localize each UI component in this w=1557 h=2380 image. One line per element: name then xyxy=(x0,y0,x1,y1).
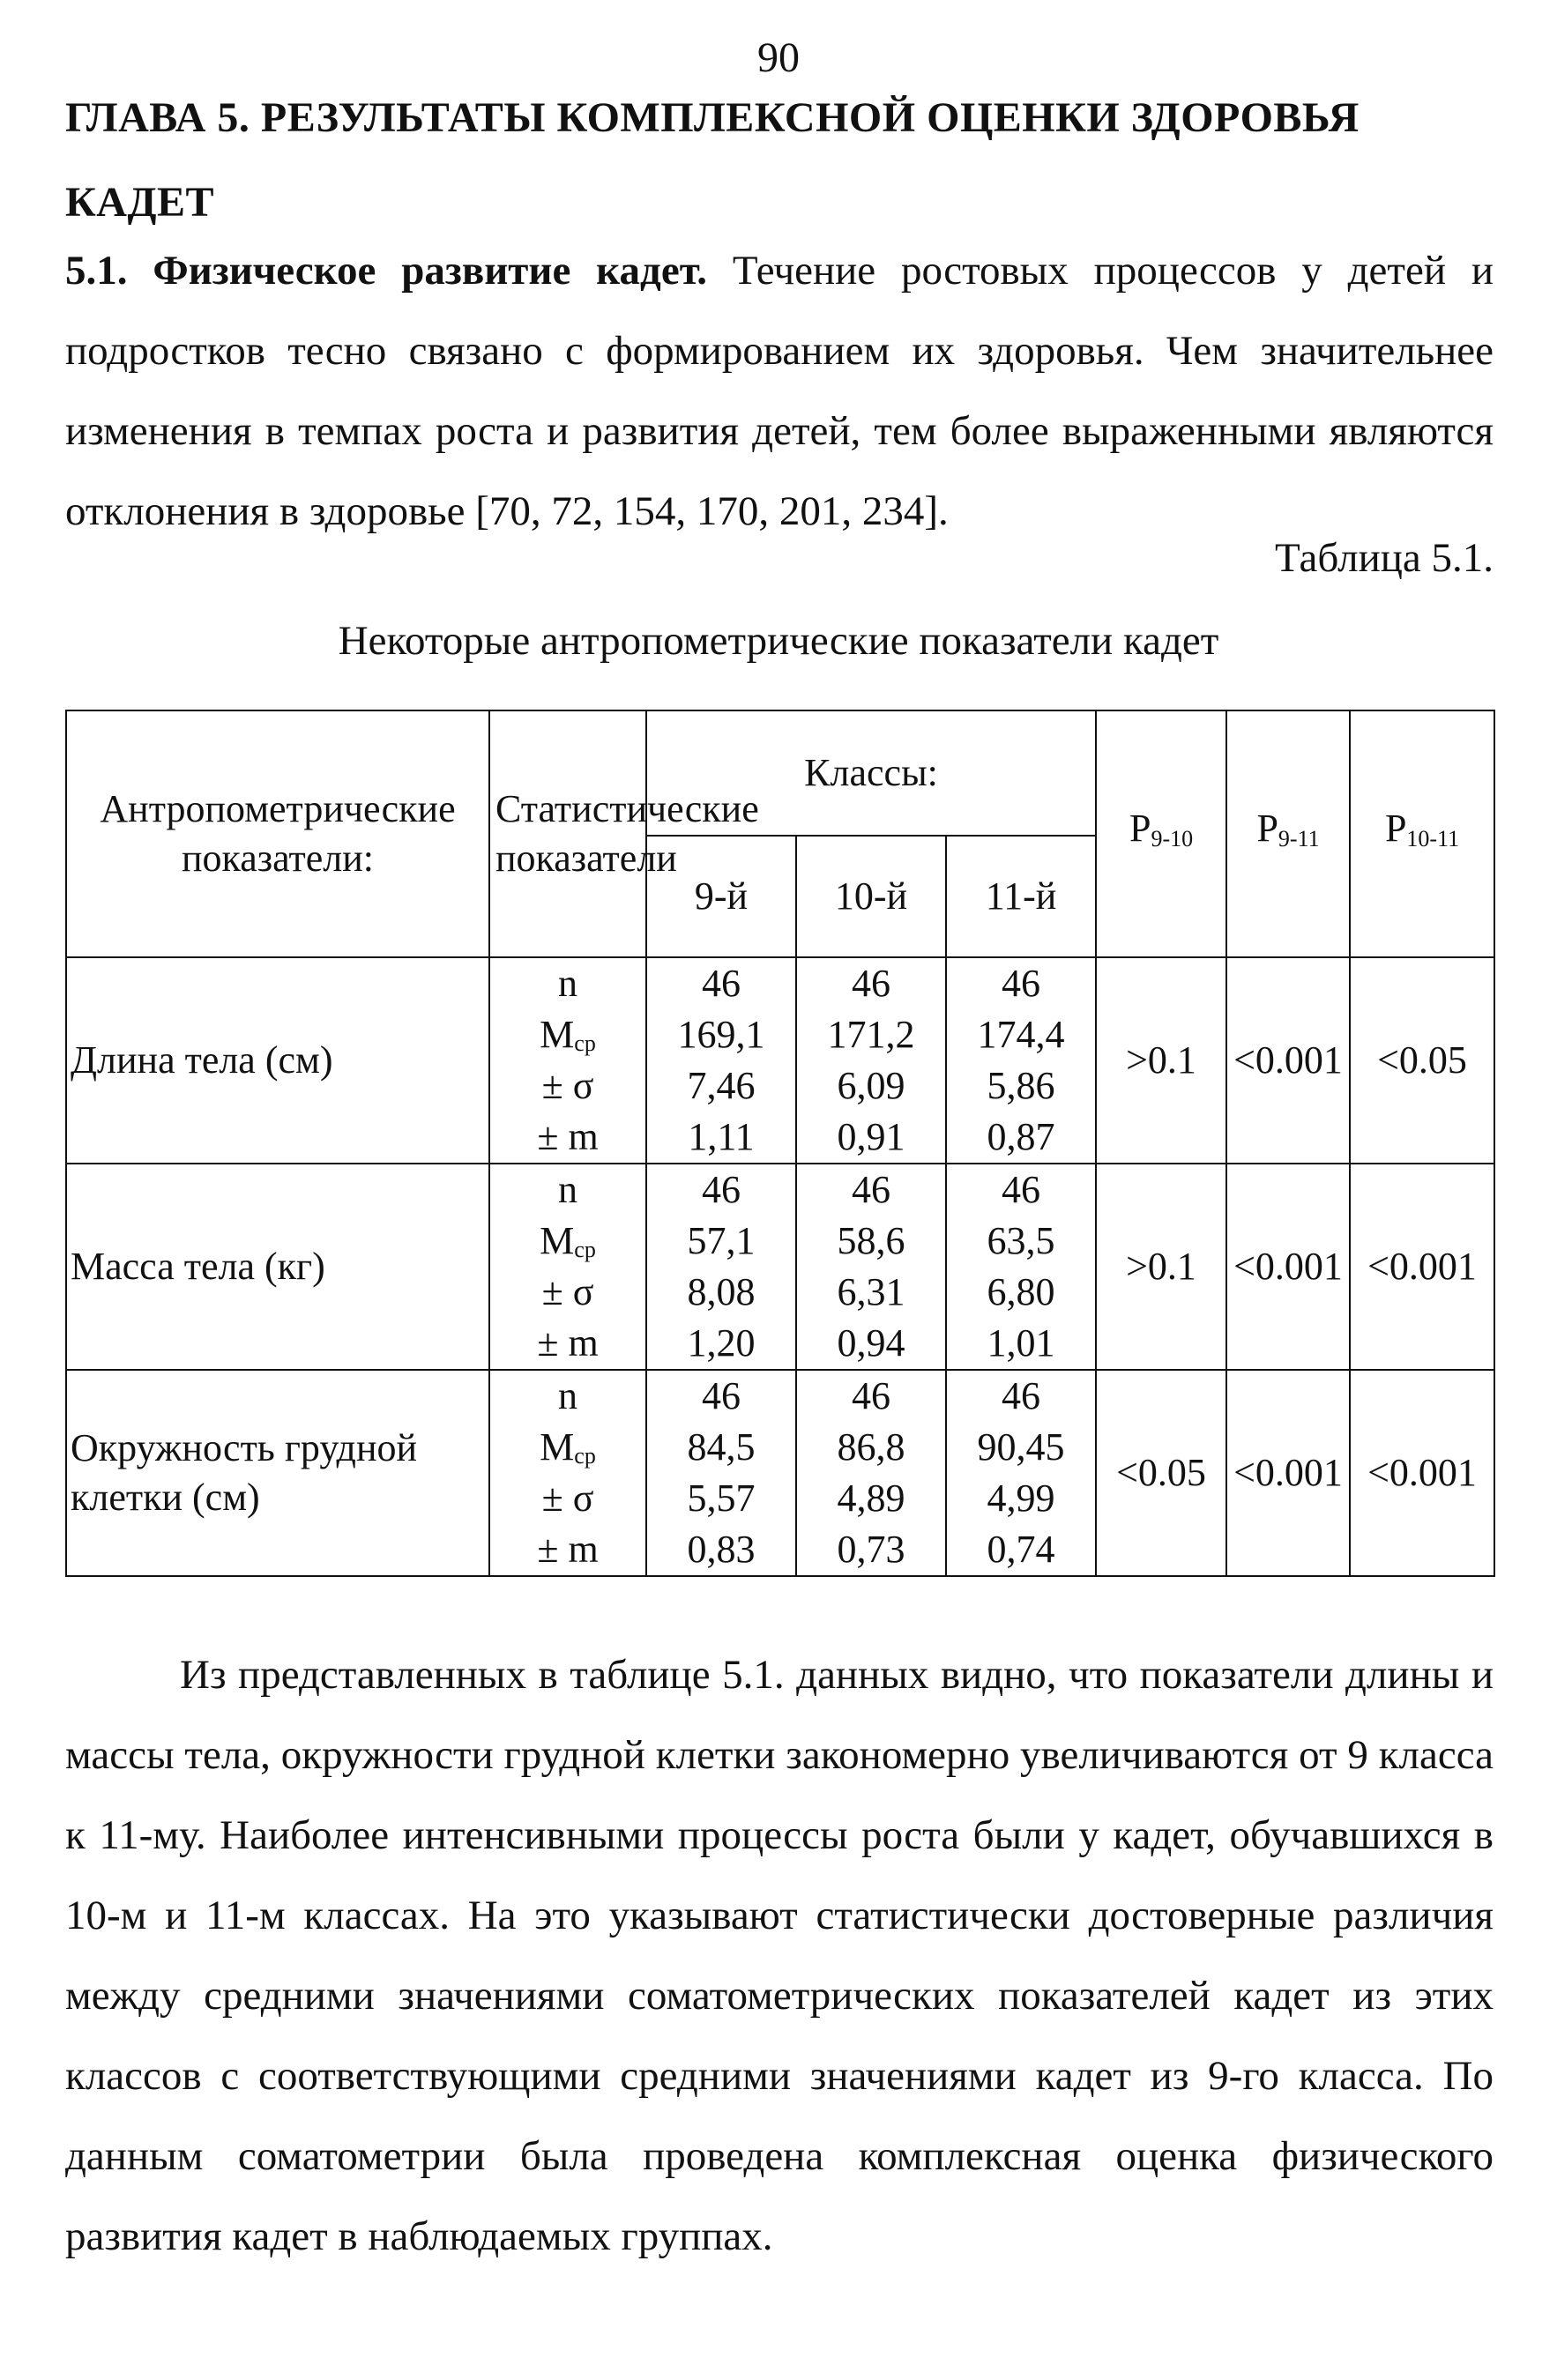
intro-text: Течение ростовых процессов у детей и подростков тесно связано с формированием их здоровья. Чем значительнее изменения в темпах роста и развития детей, тем более выраженными являются отклонения в здоровье [70, 72, 154, 170, 201, 234]. xyxy=(65,248,1494,534)
header-p-9-11: $P_{9-11}$ xyxy=(1226,710,1350,957)
table-caption: Некоторые антропометрические показатели кадет xyxy=(338,618,1219,664)
table-row xyxy=(66,1370,1494,1576)
row-indicator: Длина тела (см) xyxy=(66,957,489,1164)
header-p-10-11: $P_{10-11}$ xyxy=(1350,710,1494,957)
row-class-10-values: 46 58,6 6,31 0,94 xyxy=(796,1164,946,1370)
row-p-9-10: >0.1 xyxy=(1096,957,1226,1164)
header-class-9: 9-й xyxy=(646,836,796,957)
row-indicator: Окружность грудной клетки (см) xyxy=(66,1370,489,1576)
table-label: Таблица 5.1. xyxy=(1274,535,1494,581)
row-class-9-values: 46 57,1 8,08 1,20 xyxy=(646,1164,796,1370)
row-p-10-11: <0.05 xyxy=(1350,957,1494,1164)
row-p-10-11: <0.001 xyxy=(1350,1370,1494,1576)
row-class-10-values: 46 86,8 4,89 0,73 xyxy=(796,1370,946,1576)
result-paragraph: Из представленных в таблице 5.1. данных видно, что показатели длины и массы тела, окружности грудной клетки закономерно увеличиваются от 9 класса к 11-му. Наиболее интенсивными процессы роста были у кадет, обучавшихся в 10-м и 11-м классах. На это указывают статистически достоверные различия между средними значениями соматометрических показателей кадет из этих классов с соответствующими средними значениями кадет из 9-го класса. По данным соматометрии была проведена комплексная оценка физического развития кадет в наблюдаемых группах. xyxy=(65,1652,1494,2259)
table-row xyxy=(66,1164,1494,1370)
row-class-10-values: 46 171,2 6,09 0,91 xyxy=(796,957,946,1164)
section-heading: 5.1. Физическое развитие кадет. xyxy=(65,248,707,294)
header-p-9-10: $P_{9-10}$ xyxy=(1096,710,1226,957)
row-class-9-values: 46 84,5 5,57 0,83 xyxy=(646,1370,796,1576)
row-stat-labels: n $M_{ср}$ ± σ ± m xyxy=(489,1370,646,1576)
row-p-9-11: <0.001 xyxy=(1226,1370,1350,1576)
header-class-11: 11-й xyxy=(946,836,1096,957)
header-class-10: 10-й xyxy=(796,836,946,957)
row-p-10-11: <0.001 xyxy=(1350,1164,1494,1370)
row-p-9-10: >0.1 xyxy=(1096,1164,1226,1370)
row-class-11-values: 46 63,5 6,80 1,01 xyxy=(946,1164,1096,1370)
page-number: 90 xyxy=(757,34,800,81)
row-p-9-10: <0.05 xyxy=(1096,1370,1226,1576)
row-p-9-11: <0.001 xyxy=(1226,1164,1350,1370)
row-p-9-11: <0.001 xyxy=(1226,957,1350,1164)
row-stat-labels: n $M_{ср}$ ± σ ± m xyxy=(489,1164,646,1370)
row-class-11-values: 46 90,45 4,99 0,74 xyxy=(946,1370,1096,1576)
intro-paragraph xyxy=(65,231,1494,552)
row-indicator: Масса тела (кг) xyxy=(66,1164,489,1370)
row-class-11-values: 46 174,4 5,86 0,87 xyxy=(946,957,1096,1164)
chapter-title: ГЛАВА 5. РЕЗУЛЬТАТЫ КОМПЛЕКСНОЙ ОЦЕНКИ ЗДОРОВЬЯ КАДЕТ xyxy=(65,94,1360,226)
row-class-9-values: 46 169,1 7,46 1,11 xyxy=(646,957,796,1164)
table-row xyxy=(66,957,1494,1164)
header-classes: Классы: xyxy=(646,710,1096,836)
header-indicator: Антропометрические показатели: xyxy=(66,710,489,957)
anthropometric-table xyxy=(65,710,1495,1577)
row-stat-labels: n $M_{ср}$ ± σ ± m xyxy=(489,957,646,1164)
header-stat: Статистические показатели xyxy=(489,710,646,957)
